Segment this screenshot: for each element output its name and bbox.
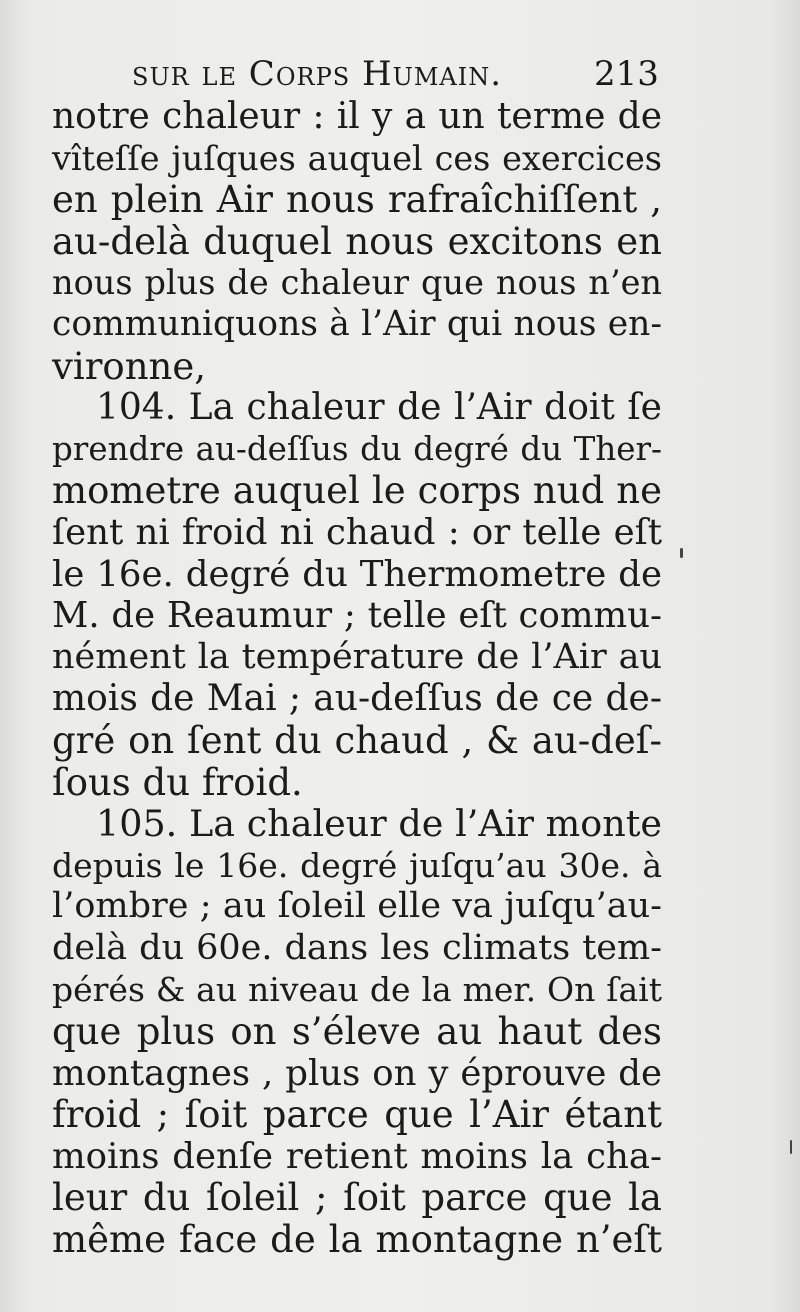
text-line: ſous du froid. (52, 760, 303, 804)
text-line: même face de la montagne n’eſt (52, 1218, 662, 1262)
text-line: montagnes , plus on y éprouve de (52, 1052, 662, 1094)
text-line: moins denſe retient moins la cha- (52, 1135, 662, 1177)
paragraph-105-start: 105. La chaleur de l’Air monte (96, 802, 662, 846)
paragraph-104-start: 104. La chaleur de l’Air doit ſe (96, 387, 662, 429)
running-head: sur le Corps Humain. (132, 54, 503, 94)
text-line: vîteſſe juſques auquel ces exercices (52, 138, 662, 178)
text-line: le 16e. degré du Thermometre de (52, 553, 662, 595)
text-line: M. de Reaumur ; telle eſt commu- (52, 595, 662, 637)
text-line: nément la température de l’Air au (52, 636, 662, 677)
text-line: depuis le 16e. degré juſqu’au 30e. à (52, 845, 662, 885)
text-line: froid ; ſoit parce que l’Air étant (52, 1093, 662, 1137)
text-line: au-delà duquel nous excitons en (52, 219, 662, 263)
text-line: mois de Mai ; au-deſſus de ce de- (52, 678, 662, 720)
text-line: communiquons à l’Air qui nous en- (52, 303, 662, 344)
text-line: ſent ni froid ni chaud : or telle eſt (52, 511, 662, 553)
page-number: 213 (594, 54, 659, 94)
text-line: gré on ſent du chaud , & au-deſ- (52, 718, 662, 762)
text-line: prendre au-deſſus du degré du Ther- (52, 429, 662, 468)
text-line: en plein Air nous rafraîchiſſent , (52, 178, 662, 222)
text-line: vironne, (52, 344, 207, 388)
text-line: mometre auquel le corps nud ne (52, 469, 662, 513)
text-line: notre chaleur : il y a un terme de (52, 96, 662, 137)
page-header (0, 50, 800, 94)
body-text (52, 96, 662, 1261)
text-line: delà du 60e. dans les climats tem- (52, 927, 662, 968)
text-line: l’ombre ; au ſoleil elle va juſqu’au- (52, 886, 662, 927)
paper-speck (790, 1140, 792, 1154)
paper-speck (680, 548, 683, 558)
text-line: pérés & au niveau de la mer. On ſait (52, 970, 662, 1010)
text-line: leur du ſoleil ; ſoit parce que la (52, 1176, 662, 1220)
text-line: nous plus de chaleur que nous n’en (52, 263, 662, 303)
text-line: que plus on s’éleve au haut des (52, 1010, 662, 1054)
